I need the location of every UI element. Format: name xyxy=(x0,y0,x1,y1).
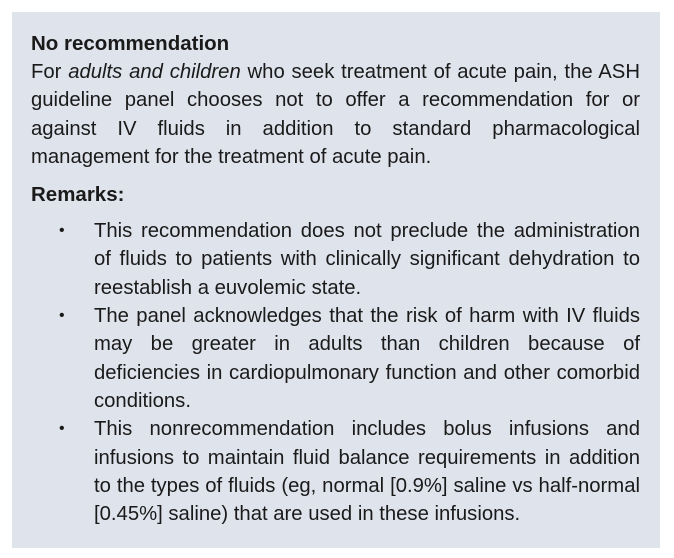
paragraph-intro: For xyxy=(31,61,69,83)
bullet-icon: • xyxy=(59,420,65,438)
recommendation-paragraph xyxy=(31,58,640,171)
remark-item xyxy=(31,415,640,528)
remark-text: This nonrecommendation includes bolus infusions and infusions to maintain fluid balance requirements in addition to the types of fluids (eg, normal [0.9%] saline vs half-normal [0.45%] saline) that are used in these infusions. xyxy=(94,418,640,526)
remark-text: This recommendation does not preclude the administration of fluids to patients with clinically significant dehydration to reestablish a euvolemic state. xyxy=(94,220,640,299)
remark-item xyxy=(31,302,640,415)
paragraph-emphasis: adults and children xyxy=(68,61,241,83)
paragraph-body: who seek treatment of acute pain, the ASH guideline panel chooses not to offer a recommendation for or against IV fluids in addition to standard pharmacological management for the treatment of acute pain. xyxy=(31,61,640,168)
bullet-icon: • xyxy=(59,307,65,325)
recommendation-heading: No recommendation xyxy=(31,32,230,55)
remarks-heading: Remarks: xyxy=(31,183,125,207)
recommendation-box xyxy=(12,12,660,548)
remarks-list xyxy=(31,217,640,528)
bullet-icon: • xyxy=(59,222,65,240)
remark-text: The panel acknowledges that the risk of harm with IV fluids may be greater in adults than children because of deficiencies in cardiopulmonary function and other comorbid conditions. xyxy=(94,305,640,412)
remark-item xyxy=(31,217,640,302)
